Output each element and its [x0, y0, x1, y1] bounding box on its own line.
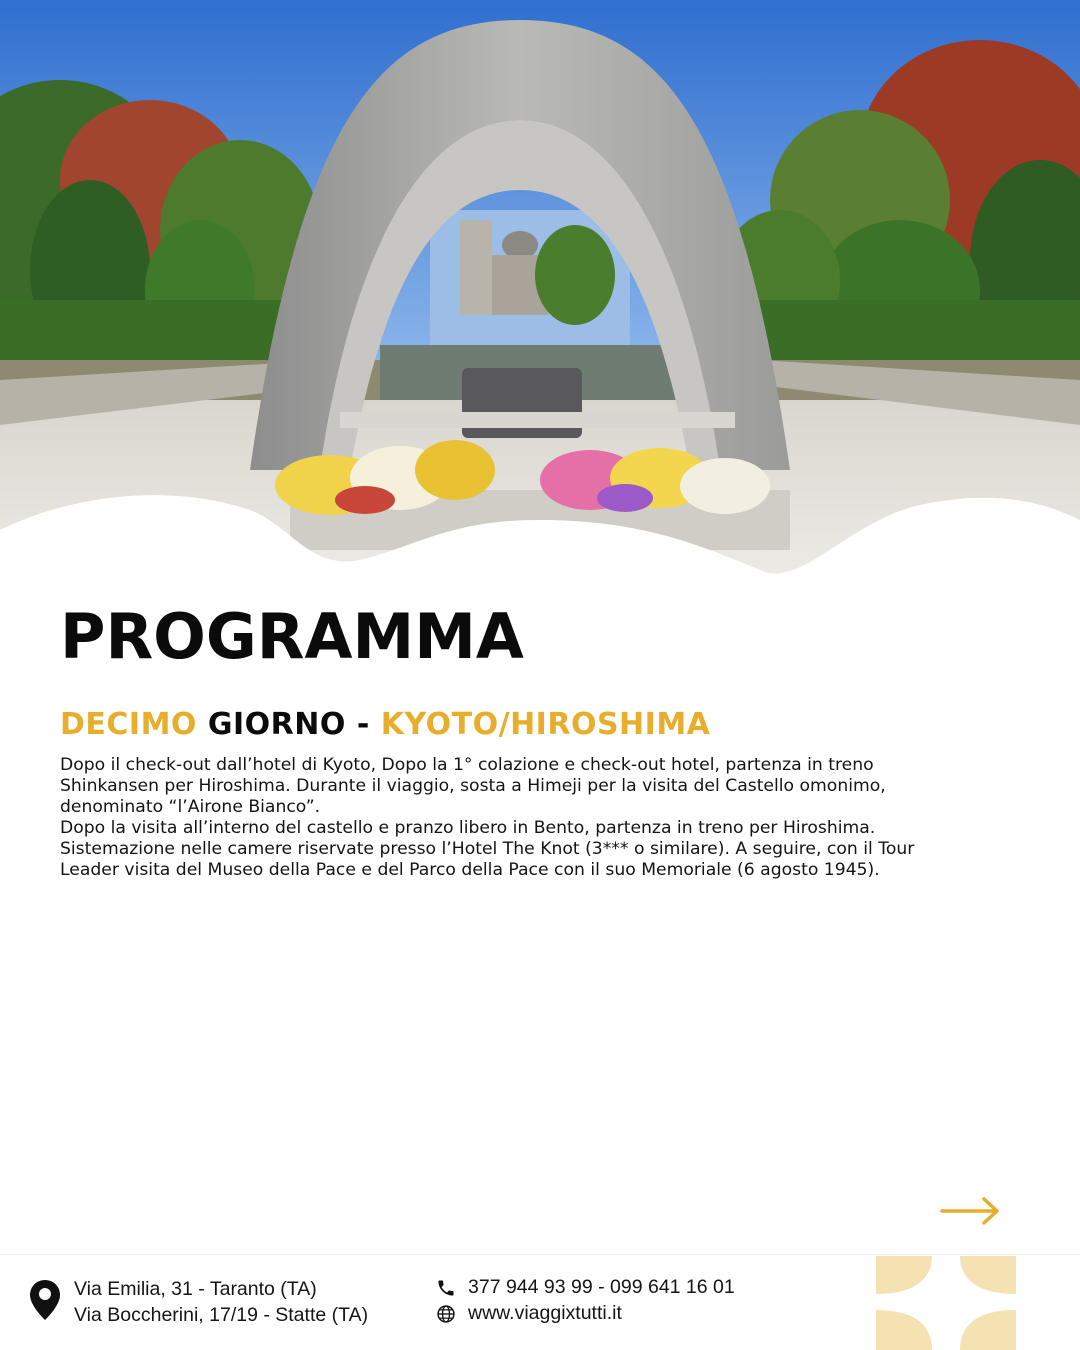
day-heading	[60, 707, 710, 742]
arrow-right-icon	[940, 1193, 1002, 1229]
brand-logo-mark	[876, 1256, 1016, 1350]
day-heading-giorno: GIORNO -	[207, 707, 370, 742]
phone-icon	[436, 1278, 456, 1298]
description-line: Leader visita del Museo della Pace e del Parco della Pace con il suo Memoriale (6 agosto 1945).	[60, 860, 880, 880]
address-statte: Via Boccherini, 17/19 - Statte (TA)	[74, 1304, 369, 1326]
address-taranto: Via Emilia, 31 - Taranto (TA)	[74, 1278, 317, 1300]
phone-numbers: 377 944 93 99 - 099 641 16 01	[468, 1276, 735, 1298]
website-url: www.viaggixtutti.it	[468, 1302, 622, 1324]
globe-icon	[436, 1304, 456, 1324]
day-heading-ordinal: DECIMO	[60, 707, 197, 742]
map-pin-icon	[28, 1278, 62, 1322]
description-line: Shinkansen per Hiroshima. Durante il viaggio, sosta a Himeji per la visita del Castello omonimo,	[60, 776, 886, 796]
description-line: Dopo il check-out dall’hotel di Kyoto, Dopo la 1° colazione e check-out hotel, partenza in treno	[60, 755, 874, 775]
footer-divider	[0, 1254, 1080, 1255]
description-line: Sistemazione nelle camere riservate presso l’Hotel The Knot (3*** o similare). A seguire, con il Tour	[60, 839, 915, 859]
page-title: PROGRAMMA	[60, 600, 524, 673]
day-heading-route: KYOTO/HIROSHIMA	[380, 707, 711, 742]
description-line: denominato “l’Airone Bianco”.	[60, 797, 321, 817]
next-page-button[interactable]	[940, 1193, 1002, 1229]
footer-phone[interactable]	[436, 1276, 735, 1299]
description-line: Dopo la visita all’interno del castello e pranzo libero in Bento, partenza in treno per Hiroshima.	[60, 818, 876, 838]
footer-website[interactable]	[436, 1302, 622, 1325]
footer-address	[74, 1276, 368, 1328]
hero-image	[0, 0, 1080, 600]
program-description	[60, 755, 1020, 881]
memorial-cenotaph-photo	[0, 0, 1080, 600]
